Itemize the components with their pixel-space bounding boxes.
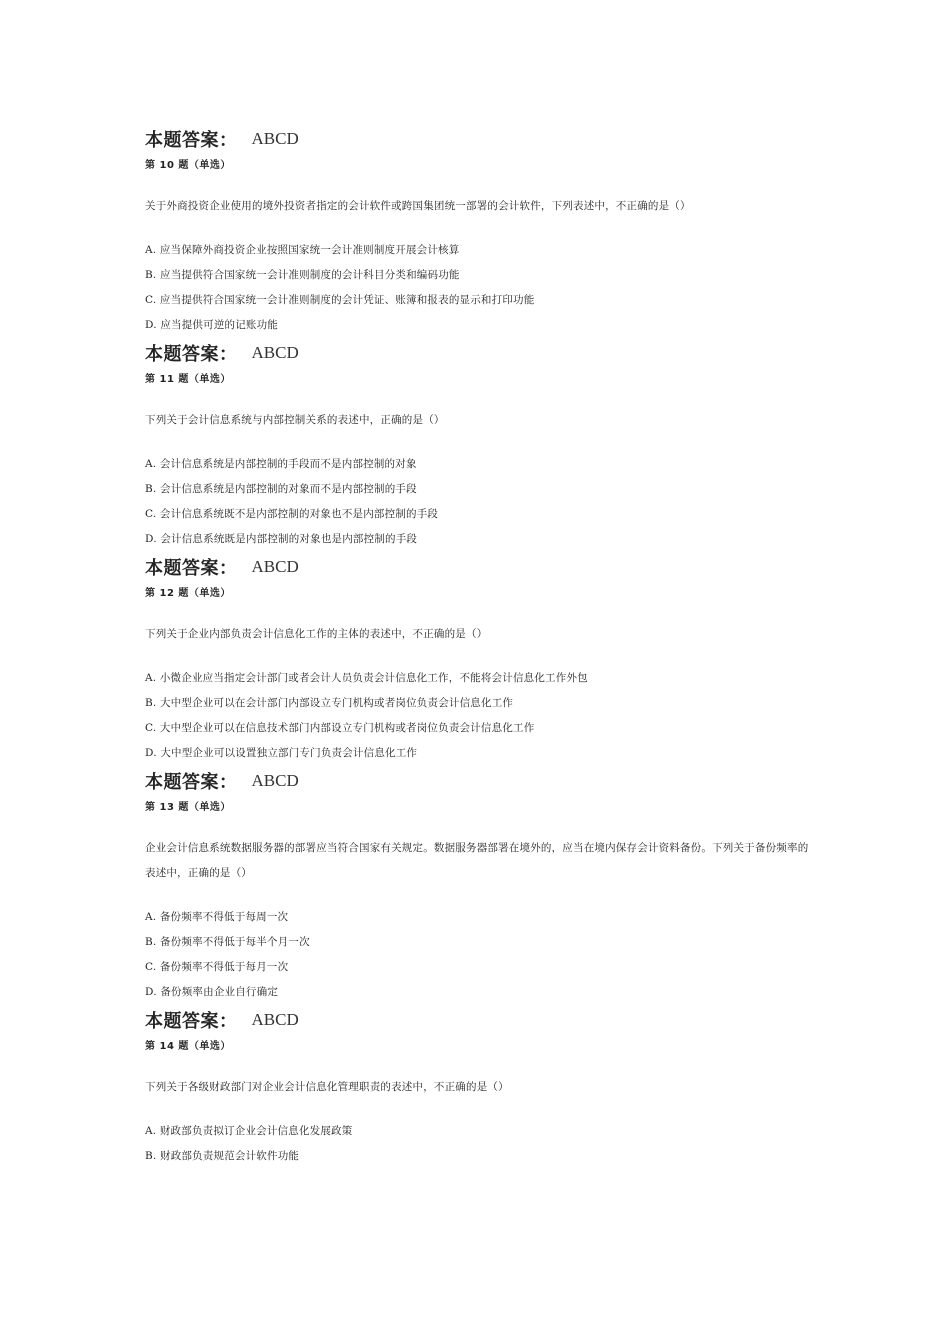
answer-label: 本题答案： xyxy=(145,772,238,793)
question-stem: 下列关于各级财政部门对企业会计信息化管理职责的表述中，不正确的是（） xyxy=(145,1081,509,1093)
option-item: B. 财政部负责规范会计软件功能 xyxy=(145,1150,300,1162)
option-item: D. 大中型企业可以设置独立部门专门负责会计信息化工作 xyxy=(145,747,418,759)
option-item: A. 应当保障外商投资企业按照国家统一会计准则制度开展会计核算 xyxy=(145,244,460,256)
question-block xyxy=(145,796,815,1005)
answer-line xyxy=(145,1005,815,1035)
document-body xyxy=(145,124,815,1169)
option-item: A. 会计信息系统是内部控制的手段而不是内部控制的对象 xyxy=(145,458,417,470)
option-item: A. 备份频率不得低于每周一次 xyxy=(145,911,289,923)
option-item: C. 大中型企业可以在信息技术部门内部设立专门机构或者岗位负责会计信息化工作 xyxy=(145,722,535,734)
answer-line xyxy=(145,766,815,796)
question-stem: 企业会计信息系统数据服务器的部署应当符合国家有关规定。数据服务器部署在境外的，应当在境内保存会计资料备份。下列关于备份频率的表述中，正确的是（） xyxy=(145,842,809,879)
question-stem: 下列关于企业内部负责会计信息化工作的主体的表述中，不正确的是（） xyxy=(145,628,488,640)
option-item: C. 应当提供符合国家统一会计准则制度的会计凭证、账簿和报表的显示和打印功能 xyxy=(145,294,535,306)
answer-label: 本题答案： xyxy=(145,130,238,151)
option-list xyxy=(145,666,815,766)
option-item: B. 应当提供符合国家统一会计准则制度的会计科目分类和编码功能 xyxy=(145,269,460,281)
option-list xyxy=(145,238,815,338)
answer-value: ABCD xyxy=(251,343,299,362)
option-item: D. 会计信息系统既是内部控制的对象也是内部控制的手段 xyxy=(145,533,418,545)
option-item: C. 备份频率不得低于每月一次 xyxy=(145,961,289,973)
question-block xyxy=(145,1035,815,1169)
answer-value: ABCD xyxy=(251,129,299,148)
question-stem: 下列关于会计信息系统与内部控制关系的表述中，正确的是（） xyxy=(145,414,445,426)
question-header: 第 11 题（单选） xyxy=(145,373,231,385)
answer-value: ABCD xyxy=(251,1010,299,1029)
answer-value: ABCD xyxy=(251,557,299,576)
question-stem: 关于外商投资企业使用的境外投资者指定的会计软件或跨国集团统一部署的会计软件，下列表述中，不正确的是（） xyxy=(145,200,691,212)
answer-value: ABCD xyxy=(251,771,299,790)
question-header: 第 10 题（单选） xyxy=(145,159,231,171)
option-item: D. 应当提供可逆的记账功能 xyxy=(145,319,279,331)
option-item: B. 备份频率不得低于每半个月一次 xyxy=(145,936,310,948)
question-header: 第 14 题（单选） xyxy=(145,1040,231,1052)
question-block xyxy=(145,582,815,766)
answer-label: 本题答案： xyxy=(145,1011,238,1032)
option-list xyxy=(145,1119,815,1169)
answer-line xyxy=(145,338,815,368)
answer-line xyxy=(145,124,815,154)
option-item: B. 大中型企业可以在会计部门内部设立专门机构或者岗位负责会计信息化工作 xyxy=(145,697,514,709)
answer-line xyxy=(145,552,815,582)
option-item: A. 小微企业应当指定会计部门或者会计人员负责会计信息化工作，不能将会计信息化工作外包 xyxy=(145,672,588,684)
question-block xyxy=(145,154,815,338)
question-header: 第 12 题（单选） xyxy=(145,587,231,599)
question-block xyxy=(145,368,815,552)
option-item: C. 会计信息系统既不是内部控制的对象也不是内部控制的手段 xyxy=(145,508,439,520)
answer-label: 本题答案： xyxy=(145,344,238,365)
option-item: B. 会计信息系统是内部控制的对象而不是内部控制的手段 xyxy=(145,483,417,495)
option-item: D. 备份频率由企业自行确定 xyxy=(145,986,279,998)
question-header: 第 13 题（单选） xyxy=(145,801,231,813)
answer-label: 本题答案： xyxy=(145,558,238,579)
option-item: A. 财政部负责拟订企业会计信息化发展政策 xyxy=(145,1125,353,1137)
option-list xyxy=(145,452,815,552)
option-list xyxy=(145,905,815,1005)
